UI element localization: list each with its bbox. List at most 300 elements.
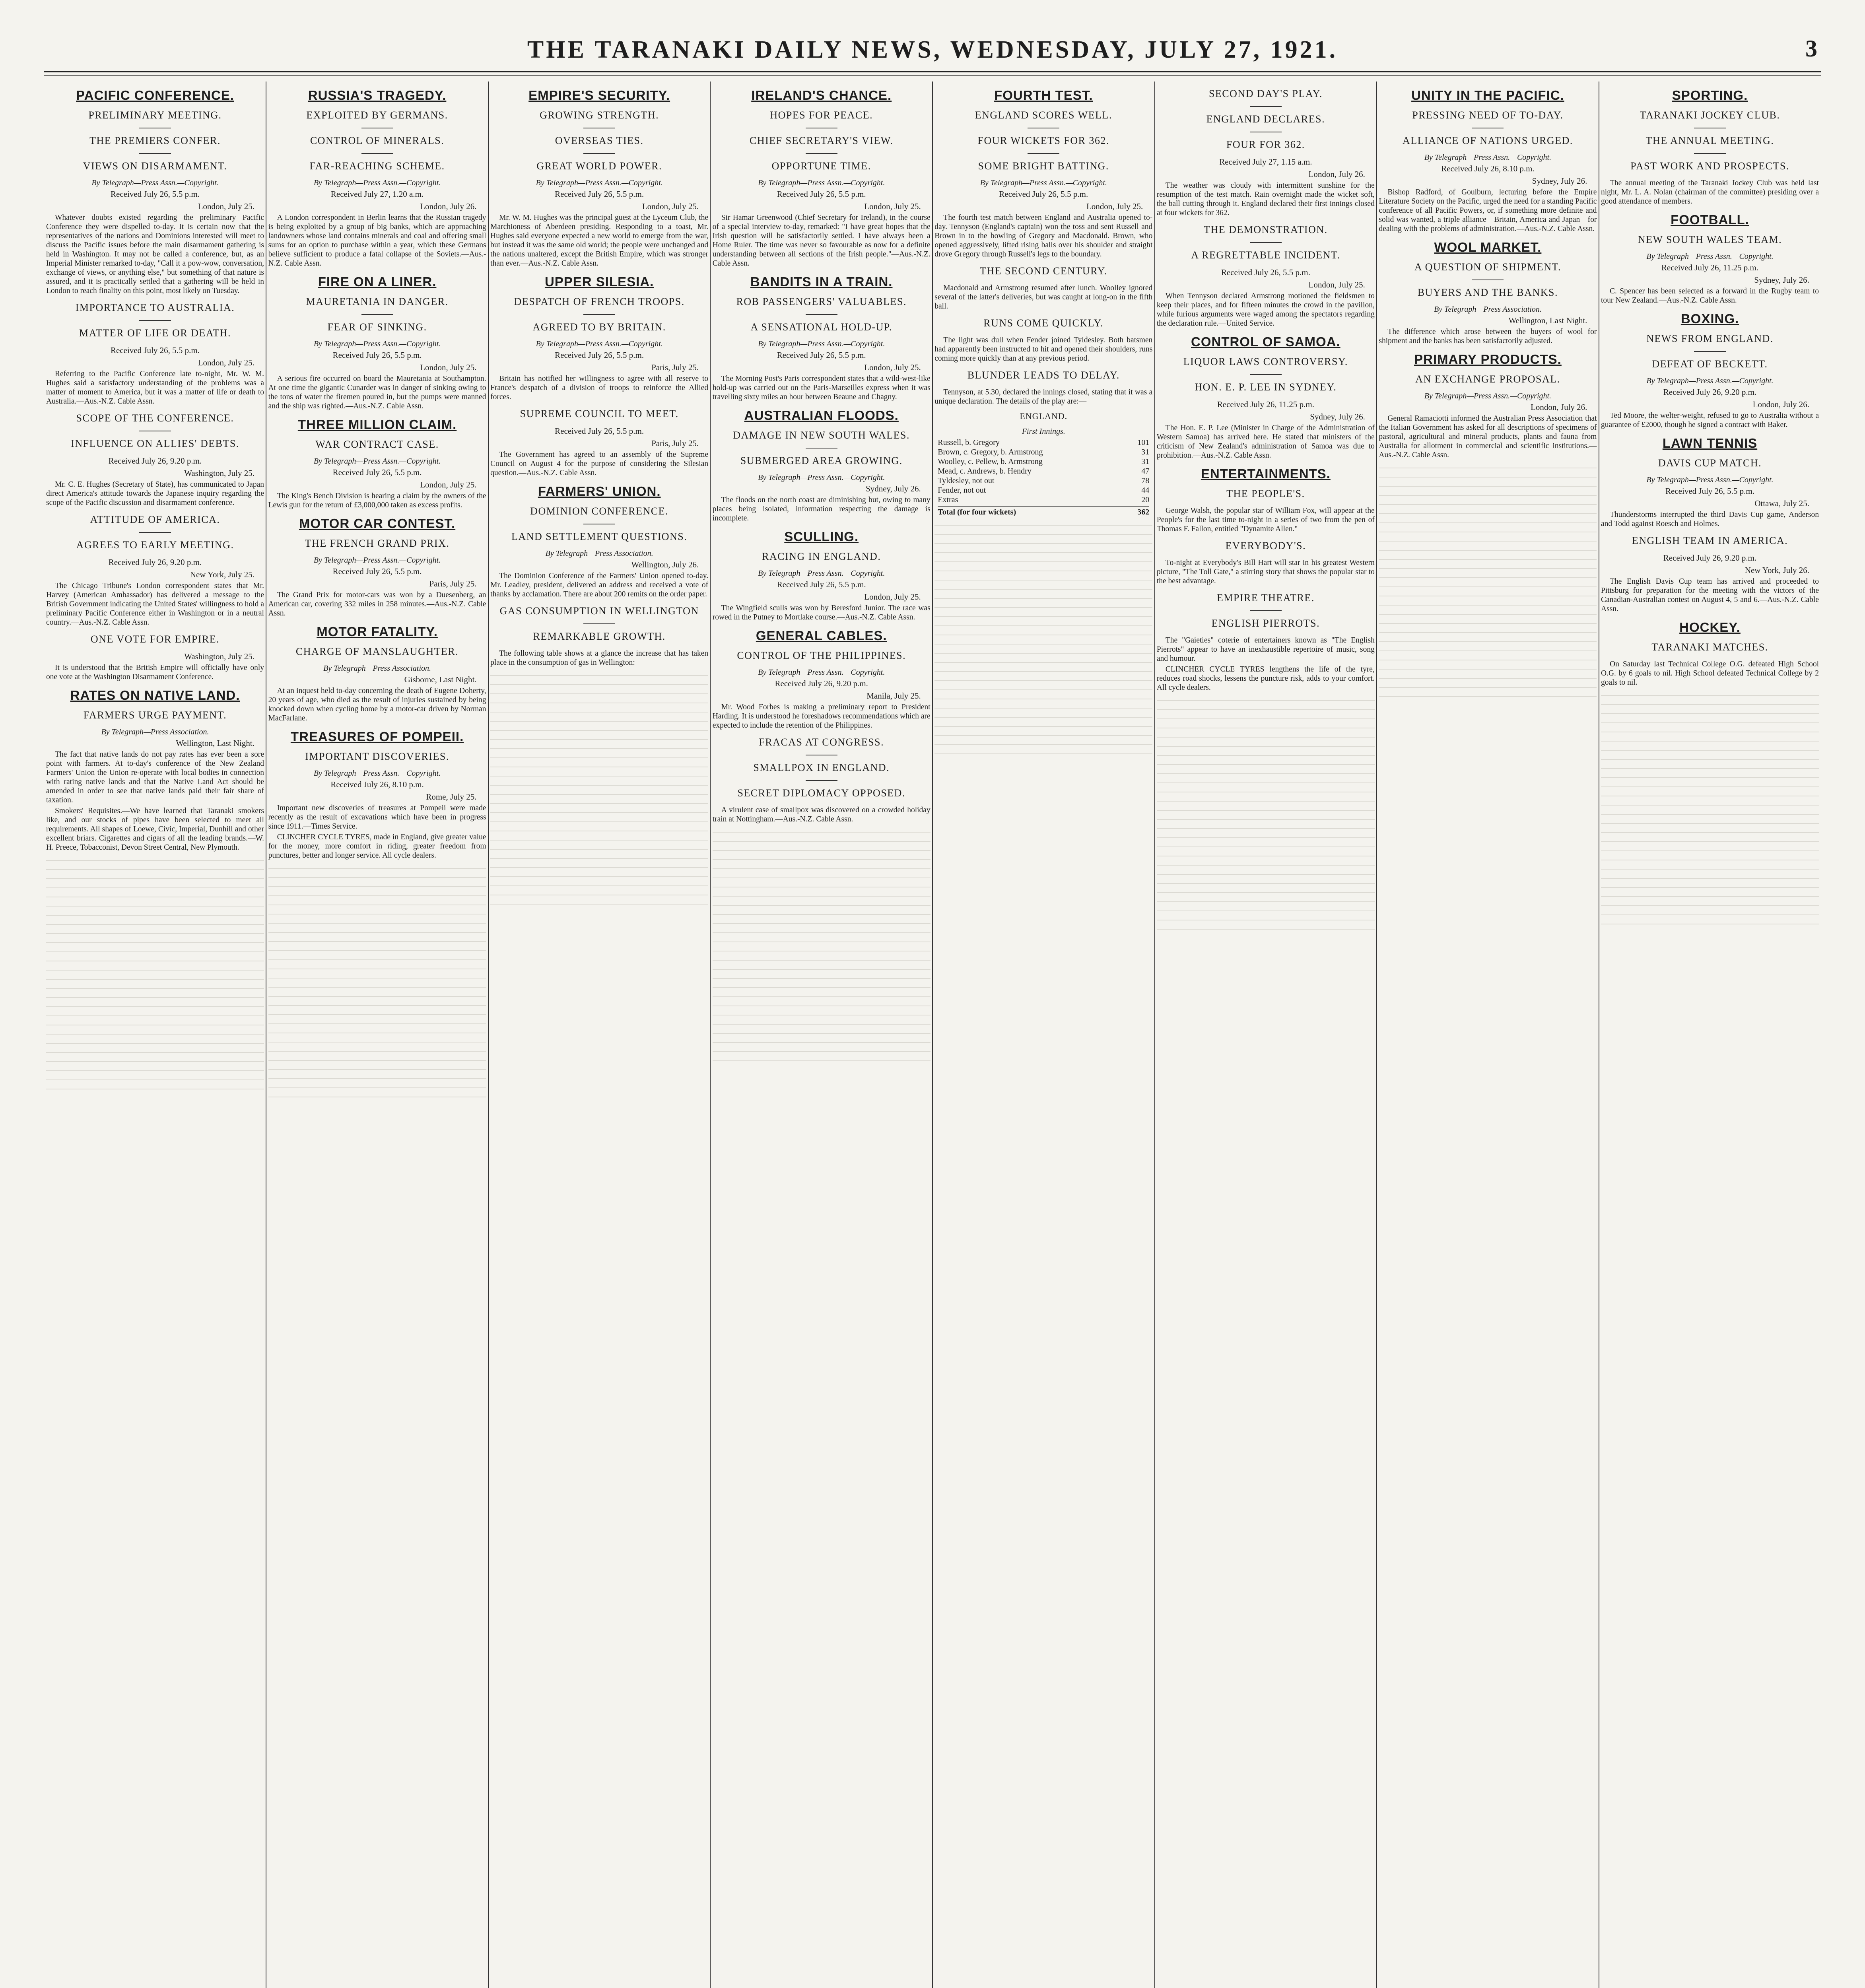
article-place: London, July 26. — [1531, 402, 1587, 412]
batsman-name: Fender, not out — [938, 486, 986, 495]
article — [1379, 352, 1597, 460]
scorecard-row — [938, 438, 1149, 447]
article-subheading: DAMAGE IN NEW SOUTH WALES. — [733, 429, 910, 441]
article-headline: FIRE ON A LINER. — [318, 274, 437, 289]
article-place: Sydney, July 26. — [1754, 275, 1809, 285]
article-headline: AUSTRALIAN FLOODS. — [744, 408, 899, 423]
article-subheading: CHARGE OF MANSLAUGHTER. — [295, 646, 459, 657]
article-received: Received July 27, 1.15 a.m. — [1219, 157, 1312, 167]
article-subheading: SECOND DAY'S PLAY. — [1208, 88, 1323, 99]
article — [713, 736, 931, 824]
article — [46, 806, 264, 852]
article-received: Received July 26, 11.25 p.m. — [1661, 263, 1759, 272]
columns-container — [44, 82, 1821, 1988]
article-body: Mr. W. M. Hughes was the principal guest at the Lyceum Club, the Marchioness of Aberdeen presiding. Responding to a toast, Mr. Hughes said everyone expected a new world to emerge from the war, but instead it was the same old world; the people were unchanged and the nations unaltered, except the British Empire, which was stronger than ever.—Aus.-N.Z. Cable Assn. — [490, 214, 709, 268]
article-received: Received July 26, 8.10 p.m. — [1441, 164, 1535, 173]
article-headline: HOCKEY. — [1679, 620, 1741, 635]
article — [268, 88, 486, 268]
article-body: Thunderstorms interrupted the third Davis Cup game, Anderson and Todd against Roesch and Holmes. — [1601, 511, 1819, 528]
article-subheading: INFLUENCE ON ALLIES' DEBTS. — [71, 438, 239, 449]
article-subheading: ROB PASSENGERS' VALUABLES. — [736, 296, 907, 307]
article-subheading: GAS CONSUMPTION IN WELLINGTON — [499, 605, 699, 617]
article-headline: SCULLING. — [784, 529, 859, 544]
article-body: The English Davis Cup team has arrived and proceeded to Pittsburg for preparation for the meeting with the victors of the Canadian-Australian contest on August 4, 5 and 6.—Aus.-N.Z. Cable Assn. — [1601, 577, 1819, 613]
article-body: General Ramaciotti informed the Australian Press Association that the Italian Government has asked for all descriptions of specimens of pastoral, agricultural and mineral products, plants and fauna from Australia for allotment in commercial and scientific institutions.—Aus.-N.Z. Cable Assn. — [1379, 414, 1597, 459]
article-body: The light was dull when Fender joined Tyldesley. Both batsmen had apparently been instructed to hit and opened their shoulders, runs coming more quickly than at any previous period. — [934, 336, 1153, 363]
article-subheading: GROWING STRENGTH. — [540, 109, 659, 121]
article-place: London, July 25. — [864, 202, 921, 211]
batsman-name: Tyldesley, not out — [938, 476, 995, 485]
article-subheading: HON. E. P. LEE IN SYDNEY. — [1195, 381, 1337, 393]
article-headline: UNITY IN THE PACIFIC. — [1411, 88, 1564, 103]
article-body: To-night at Everybody's Bill Hart will star in his greatest Western picture, "The Toll Gate," a stirring story that shows the popular star to the best advantage. — [1156, 559, 1375, 585]
article-subheading: TARANAKI JOCKEY CLUB. — [1640, 109, 1780, 121]
article-place: Washington, July 25. — [184, 468, 254, 478]
article-subheading: OPPORTUNE TIME. — [771, 160, 871, 172]
article — [268, 516, 486, 618]
article-headline: PACIFIC CONFERENCE. — [76, 88, 234, 103]
article — [46, 412, 264, 507]
article-subheading: THE SECOND CENTURY. — [980, 265, 1107, 277]
article-body: The Wingfield sculls was won by Beresford Junior. The race was rowed in the Putney to Mortlake course.—Aus.-N.Z. Cable Assn. — [712, 604, 931, 621]
article — [1601, 212, 1819, 305]
article-body: On Saturday last Technical College O.G. defeated High School O.G. by 6 goals to nil. High School defeated Technical College by 2 goals to nil. — [1601, 660, 1819, 687]
article-received: Received July 26, 5.5 p.m. — [332, 468, 422, 477]
article-subheading: SMALLPOX IN ENGLAND. — [753, 762, 890, 773]
article-subheading: PRELIMINARY MEETING. — [88, 109, 222, 121]
article-subheading: RUNS COME QUICKLY. — [983, 317, 1104, 329]
scorecard-row — [938, 495, 1149, 505]
scorecard-subheading: First Innings. — [1022, 427, 1065, 436]
article — [1157, 540, 1375, 586]
article — [490, 605, 708, 667]
article-place: Paris, July 25. — [651, 439, 699, 448]
scorecard — [938, 412, 1149, 517]
article-body: Ted Moore, the welter-weight, refused to go to Australia without a guarantee of £2000, though he signed a contract with Baker. — [1601, 412, 1819, 429]
column-4 — [710, 82, 933, 1988]
article-received: Received July 26, 5.5 p.m. — [999, 189, 1088, 199]
column-6 — [1154, 82, 1377, 1988]
article-dateline: By Telegraph—Press Assn.—Copyright. — [536, 179, 663, 187]
article-subheading: GREAT WORLD POWER. — [536, 160, 662, 172]
article-headline: BOXING. — [1680, 311, 1739, 326]
divider — [139, 153, 171, 154]
divider — [1694, 153, 1726, 154]
article-headline: UPPER SILESIA. — [544, 274, 654, 289]
column-text-continuation — [1601, 689, 1819, 927]
article-received: Received July 26, 5.5 p.m. — [1665, 486, 1754, 496]
divider — [1250, 610, 1282, 611]
article-dateline: By Telegraph—Press Association. — [545, 549, 653, 558]
article-place: Wellington, Last Night. — [176, 738, 254, 748]
article-subheading: LIQUOR LAWS CONTROVERSY. — [1183, 356, 1348, 367]
article-subheading: EXPLOITED BY GERMANS. — [306, 109, 448, 121]
article-place: London, July 25. — [864, 592, 921, 602]
article-received: Received July 27, 1.20 a.m. — [330, 189, 424, 199]
batsman-runs: 20 — [1141, 495, 1150, 504]
article-subheading: THE PEOPLE'S. — [1226, 488, 1305, 499]
article-place: Sydney, July 26. — [866, 484, 921, 493]
article-subheading: BLUNDER LEADS TO DELAY. — [967, 369, 1120, 381]
article — [46, 688, 264, 805]
column-text-continuation — [490, 669, 708, 907]
article-received: Received July 26, 5.5 p.m. — [555, 350, 644, 360]
article — [268, 417, 486, 510]
article-place: London, July 25. — [420, 480, 477, 489]
batsman-runs: 78 — [1141, 476, 1150, 485]
article-body: When Tennyson declared Armstrong motioned the fieldsmen to keep their places, and for fifteen minutes the crowd in the pavilion, while furious arguments were waged among the spectators regarding the declaration rule.—United Service. — [1156, 292, 1375, 328]
article-dateline: By Telegraph—Press Assn.—Copyright. — [91, 179, 219, 187]
article-subheading: DESPATCH OF FRENCH TROOPS. — [514, 296, 685, 307]
article-place: London, July 26. — [1752, 400, 1809, 409]
article-subheading: ENGLAND DECLARES. — [1206, 113, 1325, 125]
article-body: The difference which arose between the buyers of wool for shipment and the banks has been satisfactorily adjusted. — [1379, 328, 1597, 345]
article-subheading: SECRET DIPLOMACY OPPOSED. — [737, 787, 905, 799]
article-dateline: By Telegraph—Press Assn.—Copyright. — [313, 457, 441, 466]
article-dateline: By Telegraph—Press Assn.—Copyright. — [758, 569, 885, 578]
article-dateline: By Telegraph—Press Assn.—Copyright. — [313, 340, 441, 348]
article-received: Received July 26, 8.10 p.m. — [330, 780, 424, 789]
article — [1601, 311, 1819, 429]
article-subheading: DAVIS CUP MATCH. — [1658, 457, 1762, 469]
masthead-rule — [44, 71, 1821, 72]
column-8 — [1599, 82, 1821, 1988]
article-body: Macdonald and Armstrong resumed after lunch. Woolley ignored several of the latter's deliveries, but was caught at long-on in the fifth ball. — [934, 284, 1153, 311]
article — [46, 514, 264, 627]
article-subheading: ENGLISH PIERROTS. — [1211, 617, 1320, 629]
article — [268, 729, 486, 831]
article — [934, 369, 1152, 406]
article — [46, 633, 264, 681]
article-subheading: THE PREMIERS CONFER. — [89, 135, 221, 146]
article-body: The annual meeting of the Taranaki Jockey Club was held last night, Mr. L. A. Nolan (chairman of the committee) presiding over a good attendance of members. — [1601, 179, 1819, 206]
article-received: Received July 26, 5.5 p.m. — [111, 189, 200, 199]
article-subheading: HOPES FOR PEACE. — [770, 109, 873, 121]
article-body: The Grand Prix for motor-cars was won by a Duesenberg, an American car, covering 332 miles in 258 minutes.—Aus.-N.Z. Cable Assn. — [268, 591, 486, 617]
article — [490, 274, 708, 402]
article-headline: BANDITS IN A TRAIN. — [750, 274, 893, 289]
batsman-name: Mead, c. Andrews, b. Hendry — [938, 467, 1032, 476]
article-place: Wellington, Last Night. — [1508, 316, 1587, 325]
article-dateline: By Telegraph—Press Association. — [323, 664, 431, 673]
article-headline: GENERAL CABLES. — [756, 628, 887, 643]
masthead-rule-thin — [44, 75, 1821, 76]
divider — [1250, 374, 1282, 375]
article-headline: FOURTH TEST. — [994, 88, 1093, 103]
article — [490, 408, 708, 478]
divider — [806, 314, 837, 315]
article-subheading: AGREED TO BY BRITAIN. — [532, 321, 666, 333]
article-subheading: THE FRENCH GRAND PRIX. — [305, 538, 450, 549]
article — [713, 529, 931, 622]
article-received: Received July 26, 5.5 p.m. — [1221, 268, 1310, 277]
divider — [1694, 351, 1726, 352]
article-subheading: EVERYBODY'S. — [1225, 540, 1306, 551]
article-subheading: EMPIRE THEATRE. — [1216, 592, 1315, 604]
article-dateline: By Telegraph—Press Assn.—Copyright. — [980, 179, 1107, 187]
article-body: A serious fire occurred on board the Mauretania at Southampton. At one time the gigantic Cunarder was in danger of sinking owing to the tons of water the firemen poured in, but the pumps were manned and the ship was righted.—Aus.-N.Z. Cable Assn. — [268, 375, 486, 410]
scorecard-row — [938, 457, 1149, 466]
article-body: Tennyson, at 5.30, declared the innings closed, stating that it was a unique declaration. The details of the play are:— — [934, 388, 1153, 406]
article-subheading: CONTROL OF MINERALS. — [310, 135, 445, 146]
article-dateline: By Telegraph—Press Assn.—Copyright. — [1424, 392, 1552, 400]
article-dateline: By Telegraph—Press Assn.—Copyright. — [1646, 476, 1774, 484]
article-received: Received July 26, 5.5 p.m. — [555, 189, 644, 199]
article-dateline: By Telegraph—Press Assn.—Copyright. — [758, 340, 885, 348]
article-subheading: ALLIANCE OF NATIONS URGED. — [1402, 135, 1573, 146]
article-subheading: ONE VOTE FOR EMPIRE. — [90, 633, 220, 645]
article — [1601, 88, 1819, 206]
article-body: The Chicago Tribune's London correspondent states that Mr. Harvey (American Ambassador) has delivered a message to the British Government indicating the United States' willingness to hold a preliminary Pacific Conference either in Washington or in a neutral country.—Aus.-N.Z. Cable Assn. — [46, 582, 264, 627]
article — [1157, 592, 1375, 663]
article-subheading: NEWS FROM ENGLAND. — [1646, 333, 1774, 344]
article — [934, 317, 1152, 363]
batsman-runs: 31 — [1141, 457, 1150, 466]
page-number: 3 — [1805, 35, 1817, 62]
article-subheading: FOUR FOR 362. — [1226, 139, 1305, 150]
article-received: Received July 26, 5.5 p.m. — [111, 346, 200, 355]
article-place: Rome, July 25. — [426, 792, 477, 802]
article-body: The floods on the north coast are diminishing but, owing to many places being isolated, information respecting the damage is incomplete. — [712, 496, 931, 522]
article-dateline: By Telegraph—Press Assn.—Copyright. — [1646, 377, 1774, 385]
article-subheading: ENGLAND SCORES WELL. — [975, 109, 1112, 121]
divider — [139, 532, 171, 533]
article-subheading: PAST WORK AND PROSPECTS. — [1630, 160, 1789, 172]
article-subheading: ATTITUDE OF AMERICA. — [90, 514, 220, 525]
article-body: Important new discoveries of treasures at Pompeii were made recently as the result of excavations which have been in progress since 1911.—Times Service. — [268, 804, 486, 831]
article-body: Bishop Radford, of Goulburn, lecturing before the Empire Literature Society on the Pacific, urged the need for a standing Pacific conference of all Pacific Powers, or, if something more definite and solid was wanted, a triple alliance—Britain, America and Japan—for dealing with the problems of administration.—Aus.-N.Z. Cable Assn. — [1379, 188, 1597, 233]
article-received: Received July 26, 9.20 p.m. — [775, 679, 868, 688]
divider — [583, 153, 615, 154]
article-body: The "Gaieties" coterie of entertainers known as "The English Pierrots" appear to have an inexhaustible repertoire of music, song and humour. — [1156, 636, 1375, 663]
article — [268, 833, 486, 860]
article-body: The fourth test match between England and Australia opened to-day. Tennyson (England's captain) won the toss and sent Russell and Brown in to the bowling of Gregory and Macdonald. Brown, who opened aggressively, lifted rising balls over his shoulder and straight drove Gregory through Russell's legs to the boundary. — [934, 214, 1153, 258]
article-dateline: By Telegraph—Press Assn.—Copyright. — [536, 340, 663, 348]
article-place: London, July 26. — [420, 202, 477, 211]
article-place: Sydney, July 26. — [1532, 176, 1587, 186]
scorecard-row — [938, 447, 1149, 457]
article-body: The Morning Post's Paris correspondent states that a wild-west-like hold-up was carried out on the Paris-Marseilles express when it was travelling sixty miles an hour between Beaune and Chagny. — [712, 375, 931, 401]
article-body: The weather was cloudy with intermittent sunshine for the resumption of the test match. Rain overnight made the wicket soft, the ball cutting through it. England declared their first innings closed at four wickets for 362. — [1156, 181, 1375, 217]
article-body: Sir Hamar Greenwood (Chief Secretary for Ireland), in the course of a special interview to-day, remarked: "I have great hopes that the Irish question will be satisfactorily settled. I have always been a Home Ruler. The time was never so favourable as now for a definite understanding between all sections of the Irish people."—Aus.-N.Z. Cable Assn. — [712, 214, 931, 268]
article-headline: MOTOR FATALITY. — [317, 624, 438, 639]
article-place: Washington, July 25. — [184, 652, 254, 661]
batsman-name: Extras — [938, 495, 958, 504]
column-5 — [932, 82, 1155, 1988]
article-headline: FARMERS' UNION. — [538, 484, 661, 499]
article — [1601, 535, 1819, 613]
article-received: Received July 26, 9.20 p.m. — [1663, 553, 1757, 563]
article-subheading: REMARKABLE GROWTH. — [533, 631, 666, 642]
article-received: Received July 26, 5.5 p.m. — [777, 350, 866, 360]
article-dateline: By Telegraph—Press Assn.—Copyright. — [313, 179, 441, 187]
article-headline: LAWN TENNIS — [1662, 436, 1758, 450]
article-body: Britain has notified her willingness to agree with all reserve to France's despatch of a division of troops to reinforce the Allied forces. — [490, 375, 709, 401]
article-subheading: A QUESTION OF SHIPMENT. — [1414, 261, 1561, 273]
article — [713, 274, 931, 402]
article — [46, 302, 264, 406]
divider — [583, 623, 615, 624]
column-text-continuation — [934, 518, 1152, 757]
article-place: Paris, July 25. — [651, 363, 699, 372]
article-headline: RATES ON NATIVE LAND. — [70, 688, 240, 703]
divider — [806, 153, 837, 154]
article-body: The Dominion Conference of the Farmers' Union opened to-day. Mr. Leadley, president, delivered an address and received a vote of thanks by acclamation. There are about 200 remits on the order paper. — [490, 572, 709, 598]
article-subheading: FRACAS AT CONGRESS. — [759, 736, 884, 748]
article-place: Wellington, July 26. — [631, 560, 699, 569]
article-headline: MOTOR CAR CONTEST. — [299, 516, 456, 531]
article — [1601, 436, 1819, 528]
article-body: The following table shows at a glance the increase that has taken place in the consumption of gas in Wellington:— — [490, 649, 709, 667]
article-subheading: BUYERS AND THE BANKS. — [1417, 287, 1558, 298]
column-text-continuation — [268, 862, 486, 1100]
article — [1379, 240, 1597, 346]
column-1 — [44, 82, 266, 1988]
column-3 — [488, 82, 711, 1988]
article-subheading: MAURETANIA IN DANGER. — [306, 296, 449, 307]
article-received: Received July 26, 11.25 p.m. — [1217, 400, 1314, 409]
article-subheading: TARANAKI MATCHES. — [1651, 641, 1768, 653]
column-text-continuation — [1379, 461, 1597, 700]
article — [1157, 224, 1375, 328]
article-subheading: DOMINION CONFERENCE. — [530, 505, 669, 517]
article-place: Manila, July 25. — [866, 691, 921, 701]
article-place: London, July 25. — [1086, 202, 1143, 211]
article-dateline: By Telegraph—Press Assn.—Copyright. — [313, 769, 441, 778]
article — [268, 624, 486, 723]
article-subheading: SOME BRIGHT BATTING. — [978, 160, 1109, 172]
article-subheading: SCOPE OF THE CONFERENCE. — [76, 412, 234, 424]
article-body: Whatever doubts existed regarding the preliminary Pacific Conference they were dispelled to-day. It is certain now that the representatives of the nations and Dominions interested will meet to discuss the Pacific issues before the main disarmament gathering is held in Washington. It may not be called a conference, but, as an Imperial Minister remarked to-day, "Call it a pow-wow, conversation, exchange of views, or anything else," but something of that nature is assured, and it is practically settled that a gathering will be held in London to reach finality on this point, most likely on Tuesday. — [46, 214, 264, 295]
article-received: Received July 26, 5.5 p.m. — [332, 350, 422, 360]
article-dateline: By Telegraph—Press Assn.—Copyright. — [1646, 252, 1774, 261]
batsman-runs: 44 — [1141, 486, 1150, 495]
article-headline: FOOTBALL. — [1671, 212, 1749, 227]
article-body: Referring to the Pacific Conference late to-night, Mr. W. M. Hughes said a satisfactory understanding of the problems was a matter of moment to America, but it was a matter of life or death to Australia.—Aus.-N.Z. Cable Assn. — [46, 370, 264, 406]
divider — [1250, 106, 1282, 107]
article-subheading: RACING IN ENGLAND. — [762, 551, 881, 562]
article-place: Sydney, July 26. — [1310, 412, 1365, 421]
article-subheading: IMPORTANCE TO AUSTRALIA. — [75, 302, 235, 313]
divider — [361, 153, 393, 154]
article-received: Received July 26, 9.20 p.m. — [108, 456, 202, 466]
article — [1379, 88, 1597, 233]
article-received: Received July 26, 5.5 p.m. — [555, 426, 644, 436]
article — [1157, 88, 1375, 217]
masthead-title: THE TARANAKI DAILY NEWS, WEDNESDAY, JULY 27, 1921. — [527, 36, 1338, 63]
column-2 — [266, 82, 489, 1988]
article-dateline: By Telegraph—Press Assn.—Copyright. — [313, 556, 441, 565]
article-dateline: By Telegraph—Press Assn.—Copyright. — [1424, 153, 1552, 162]
article — [713, 628, 931, 730]
article — [1157, 466, 1375, 534]
article-subheading: AN EXCHANGE PROPOSAL. — [1415, 373, 1560, 385]
article-dateline: By Telegraph—Press Assn.—Copyright. — [758, 473, 885, 482]
column-text-continuation — [713, 825, 931, 1064]
article-subheading: AGREES TO EARLY MEETING. — [76, 539, 234, 551]
article — [46, 88, 264, 295]
article — [268, 274, 486, 411]
column-text-continuation — [46, 854, 264, 1092]
article-headline: IRELAND'S CHANCE. — [751, 88, 892, 103]
article-body: A London correspondent in Berlin learns that the Russian tragedy is being exploited by a group of big banks, which are approaching landowners whose land contains minerals and coal and offering small sums for an option to purchase within a year, which these Germans believe sufficient to produce a fatal collapse of the Soviets.—Aus.-N.Z. Cable Assn. — [268, 214, 486, 268]
article-place: London, July 25. — [420, 363, 477, 372]
article-place: New York, July 26. — [1745, 565, 1809, 575]
batsman-name: Brown, c. Gregory, b. Armstrong — [938, 448, 1043, 456]
article-body: The King's Bench Division is hearing a claim by the owners of the Lewis gun for the return of £3,000,000 taken as excess profits. — [268, 492, 486, 509]
article-body: The fact that native lands do not pay rates has ever been a sore point with farmers. At to-day's conference of the New Zealand Farmers' Union the Union re-operate with local bodies in connection with rating native lands and that the Native Land Act should be amended in order to see that native lands paid their fair share of taxation. — [46, 750, 264, 804]
article-received: Received July 26, 5.5 p.m. — [777, 189, 866, 199]
total-runs: 362 — [1137, 508, 1150, 516]
scorecard-total — [938, 506, 1149, 517]
divider — [1250, 242, 1282, 243]
article-subheading: THE ANNUAL MEETING. — [1645, 135, 1774, 146]
article-body: George Walsh, the popular star of William Fox, will appear at the People's for the last time to-night in a series of two from the pen of Thomas F. Fallon, entitled "Dynamite Allen." — [1156, 507, 1375, 533]
article-headline: ENTERTAINMENTS. — [1201, 466, 1331, 481]
article-body: Mr. C. E. Hughes (Secretary of State), has communicated to Japan direct America's attitude towards the Japanese inquiry regarding the scope of the Pacific discussion and disarmament conference. — [46, 480, 264, 507]
article-body: CLINCHER CYCLE TYRES lengthens the life of the tyre, reduces road shocks, lessens the puncture risk, adds to your comfort. All cycle dealers. — [1156, 665, 1375, 692]
article-subheading: PRESSING NEED OF TO-DAY. — [1412, 109, 1564, 121]
article-place: Ottawa, July 25. — [1754, 499, 1809, 508]
scorecard-row — [938, 485, 1149, 495]
article-headline: WOOL MARKET. — [1434, 240, 1542, 254]
column-7 — [1376, 82, 1599, 1988]
article-body: Smokers' Requisites.—We have learned that Taranaki smokers like, and our stocks of pipes have been selected to meet all requirements. All shapes of Loewe, Civic, Imperial, Dunhill and other excellent briars. Cigarettes and cigars of all the leading brands.—W. H. Preece, Tobacconist, Devon Street Central, New Plymouth. — [46, 807, 264, 852]
article-received: Received July 26, 5.5 p.m. — [332, 567, 422, 576]
article-subheading: WAR CONTRACT CASE. — [315, 439, 439, 450]
article-subheading: OVERSEAS TIES. — [555, 135, 644, 146]
article-subheading: ENGLISH TEAM IN AMERICA. — [1632, 535, 1788, 546]
article-headline: SPORTING. — [1672, 88, 1748, 103]
article-headline: THREE MILLION CLAIM. — [297, 417, 457, 432]
article-subheading: SUBMERGED AREA GROWING. — [740, 455, 903, 466]
batsman-name: Woolley, c. Pellew, b. Armstrong — [938, 457, 1043, 466]
article-body: It is understood that the British Empire will officially have only one vote at the Washington Disarmament Conference. — [46, 664, 264, 681]
divider — [361, 314, 393, 315]
article-headline: CONTROL OF SAMOA. — [1191, 334, 1340, 349]
article-body: A virulent case of smallpox was discovered on a crowded holiday train at Nottingham.—Aus.-N.Z. Cable Assn. — [712, 806, 931, 823]
article-place: Paris, July 25. — [429, 579, 477, 588]
article-dateline: By Telegraph—Press Association. — [101, 728, 209, 736]
article — [1157, 665, 1375, 692]
article-place: London, July 26. — [1308, 169, 1365, 179]
article-place: London, July 25. — [1308, 280, 1365, 289]
article-place: London, July 25. — [864, 363, 921, 372]
article-headline: PRIMARY PRODUCTS. — [1414, 352, 1562, 367]
article-subheading: NEW SOUTH WALES TEAM. — [1638, 234, 1782, 245]
article — [713, 408, 931, 523]
article-subheading: A SENSATIONAL HOLD-UP. — [750, 321, 892, 333]
batsman-runs: 101 — [1137, 438, 1150, 447]
scorecard-heading: ENGLAND. — [1020, 411, 1068, 421]
article-subheading: FOUR WICKETS FOR 362. — [977, 135, 1110, 146]
article-body: The Hon. E. P. Lee (Minister in Charge of the Administration of Western Samoa) has arrived here. He stated that ministers of the criticism of New Zealand's administration of Samoa was due to prohibition.—Aus.-N.Z. Cable Assn. — [1156, 424, 1375, 460]
article-received: Received July 26, 9.20 p.m. — [108, 557, 202, 567]
batsman-runs: 47 — [1141, 467, 1150, 476]
article-place: London, July 25. — [198, 202, 254, 211]
article-subheading: A REGRETTABLE INCIDENT. — [1191, 249, 1340, 261]
article — [490, 88, 708, 268]
article-headline: EMPIRE'S SECURITY. — [528, 88, 670, 103]
article-headline: RUSSIA'S TRAGEDY. — [308, 88, 447, 103]
article-subheading: MATTER OF LIFE OR DEATH. — [79, 327, 231, 339]
divider — [583, 314, 615, 315]
masthead — [44, 28, 1821, 72]
article — [1157, 334, 1375, 460]
divider — [139, 320, 171, 321]
article-place: London, July 25. — [198, 358, 254, 367]
column-text-continuation — [1157, 694, 1375, 932]
